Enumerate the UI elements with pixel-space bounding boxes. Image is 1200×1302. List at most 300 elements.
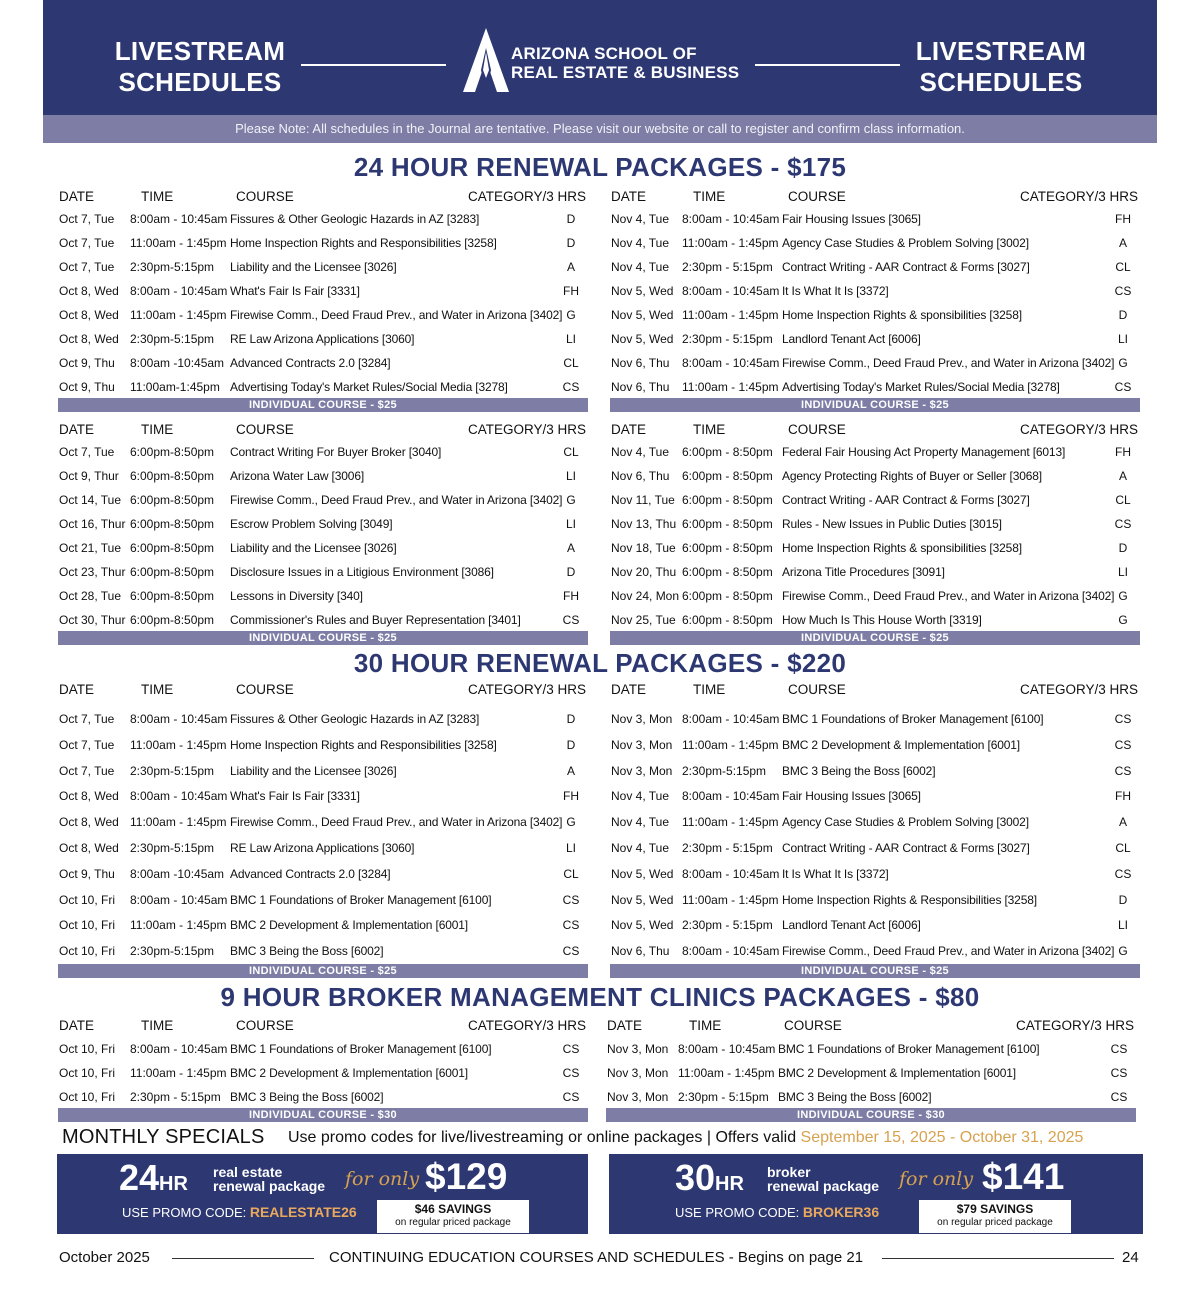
course-time: 11:00am - 1:45pm [682, 737, 779, 752]
course-category: CS [1110, 1042, 1128, 1056]
course-category: LI [1117, 332, 1128, 346]
course-category: CS [1114, 737, 1132, 752]
course-name: BMC 1 Foundations of Broker Management [6100] [230, 1042, 492, 1056]
course-time: 6:00pm - 8:50pm [682, 469, 773, 483]
special-package-name: real estate renewal package [213, 1164, 326, 1194]
course-category: LI [565, 332, 576, 346]
header-time: TIME [693, 682, 726, 697]
monthly-specials-title: MONTHLY SPECIALS [62, 1126, 265, 1148]
course-category: D [566, 212, 576, 226]
course-time: 11:00am - 1:45pm [130, 1066, 227, 1080]
header-date: DATE [611, 682, 647, 697]
course-date: Oct 23, Thur [59, 565, 126, 579]
course-date: Nov 3, Mon [611, 737, 673, 752]
course-name: Contract Writing - AAR Contract & Forms [3027] [782, 260, 1030, 274]
for-only-label: for only [345, 1168, 420, 1190]
header-course: COURSE [236, 682, 294, 697]
course-name: BMC 2 Development & Implementation [6001] [778, 1066, 1016, 1080]
schedule-block [58, 1018, 588, 1121]
course-date: Nov 5, Wed [611, 308, 674, 322]
course-category: D [1118, 892, 1128, 907]
course-name: Agency Protecting Rights of Buyer or Seller [3068] [782, 469, 1042, 483]
divider [172, 1258, 314, 1259]
course-date: Nov 5, Wed [611, 866, 674, 881]
header-category: CATEGORY/3 HRS [467, 189, 586, 204]
school-name: ARIZONA SCHOOL OF REAL ESTATE & BUSINESS [511, 44, 740, 82]
course-category: G [566, 308, 576, 322]
course-time: 8:00am - 10:45am [682, 866, 780, 881]
course-name: Home Inspection Rights and Responsibilities [3258] [230, 737, 497, 752]
course-date: Nov 18, Tue [611, 541, 676, 555]
course-name: Liability and the Licensee [3026] [230, 763, 397, 778]
course-name: BMC 3 Being the Boss [6002] [230, 944, 384, 959]
course-category: A [1118, 815, 1127, 830]
course-category: G [1118, 944, 1128, 959]
course-name: Landlord Tenant Act [6006] [782, 918, 921, 933]
course-time: 2:30pm - 5:15pm [130, 1090, 221, 1104]
course-date: Oct 21, Tue [59, 541, 122, 555]
course-time: 11:00am - 1:45pm [678, 1066, 775, 1080]
course-date: Nov 6, Thu [611, 356, 670, 370]
course-category: G [566, 815, 576, 830]
individual-course-price-bar: INDIVIDUAL COURSE - $25 [58, 964, 588, 978]
course-category: LI [565, 469, 576, 483]
course-date: Oct 10, Fri [59, 892, 116, 907]
course-name: Advertising Today's Market Rules/Social Media [3278] [230, 380, 508, 394]
rocket-a-logo-icon [461, 26, 511, 94]
header-date: DATE [611, 422, 647, 437]
course-date: Nov 25, Tue [611, 613, 676, 627]
course-date: Oct 8, Wed [59, 332, 119, 346]
offer-dates: September 15, 2025 - October 31, 2025 [800, 1129, 1084, 1146]
divider [755, 64, 900, 66]
header-time: TIME [693, 422, 726, 437]
schedule-block [58, 189, 588, 411]
course-name: Commissioner's Rules and Buyer Representation [3401] [230, 613, 521, 627]
course-name: Firewise Comm., Deed Fraud Prev., and Water in Arizona [3402] [230, 815, 563, 830]
section-title-30hr: 30 HOUR RENEWAL PACKAGES - $220 [353, 648, 847, 678]
course-time: 6:00pm-8:50pm [130, 493, 215, 507]
course-time: 8:00am - 10:45am [682, 944, 780, 959]
schedule-note: Please Note: All schedules in the Journal are tentative. Please visit our website or call to register and confirm class information. [43, 115, 1157, 143]
course-time: 8:00am - 10:45am [130, 789, 228, 804]
course-name: BMC 3 Being the Boss [6002] [230, 1090, 384, 1104]
course-time: 8:00am - 10:45am [678, 1042, 776, 1056]
course-time: 2:30pm - 5:15pm [682, 332, 773, 346]
individual-course-price-bar: INDIVIDUAL COURSE - $30 [58, 1108, 588, 1122]
course-name: BMC 1 Foundations of Broker Management [6100] [782, 712, 1044, 726]
course-category: CS [562, 944, 580, 959]
course-name: BMC 2 Development & Implementation [6001] [230, 1066, 468, 1080]
header-date: DATE [59, 422, 95, 437]
column-headers [58, 682, 588, 700]
header-category: CATEGORY/3 HRS [1019, 422, 1138, 437]
divider [301, 64, 446, 66]
course-category: D [566, 236, 576, 250]
course-time: 2:30pm-5:15pm [682, 763, 767, 778]
course-date: Nov 4, Tue [611, 212, 670, 226]
course-category: CL [563, 356, 579, 370]
course-category: D [566, 712, 576, 726]
course-category: FH [1115, 789, 1131, 804]
course-category: CS [562, 1042, 580, 1056]
course-time: 6:00pm - 8:50pm [682, 589, 773, 603]
course-time: 2:30pm-5:15pm [130, 332, 215, 346]
course-name: Lessons in Diversity [340] [230, 589, 363, 603]
course-time: 11:00am - 1:45pm [682, 380, 779, 394]
column-headers [610, 422, 1140, 440]
special-24hr[interactable] [57, 1154, 588, 1234]
course-time: 6:00pm-8:50pm [130, 613, 215, 627]
course-category: G [1118, 356, 1128, 370]
for-only-label: for only [899, 1168, 974, 1190]
course-date: Nov 5, Wed [611, 284, 674, 298]
header-date: DATE [611, 189, 647, 204]
schedule-block [610, 422, 1140, 644]
course-category: FH [563, 284, 579, 298]
course-date: Nov 4, Tue [611, 445, 670, 459]
header-category: CATEGORY/3 HRS [467, 422, 586, 437]
header-time: TIME [141, 189, 174, 204]
header-category: CATEGORY/3 HRS [467, 1018, 586, 1033]
course-date: Nov 3, Mon [607, 1042, 669, 1056]
header-course: COURSE [788, 682, 846, 697]
course-time: 8:00am -10:45am [130, 356, 225, 370]
course-time: 2:30pm-5:15pm [130, 841, 215, 855]
course-category: D [566, 737, 576, 752]
course-date: Nov 11, Tue [611, 493, 675, 507]
course-category: CS [562, 380, 580, 394]
course-date: Oct 10, Fri [59, 1042, 116, 1056]
course-category: CL [1115, 841, 1131, 855]
course-name: Fair Housing Issues [3065] [782, 789, 921, 804]
individual-course-price-bar: INDIVIDUAL COURSE - $25 [610, 964, 1140, 978]
course-name: Arizona Title Procedures [3091] [782, 565, 945, 579]
course-time: 11:00am - 1:45pm [682, 308, 779, 322]
course-date: Oct 9, Thu [59, 380, 115, 394]
course-category: CS [1114, 380, 1132, 394]
header-course: COURSE [236, 422, 294, 437]
course-date: Nov 5, Wed [611, 332, 674, 346]
course-time: 8:00am - 10:45am [682, 789, 780, 804]
course-name: Disclosure Issues in a Litigious Environment [3086] [230, 565, 494, 579]
course-date: Nov 5, Wed [611, 892, 674, 907]
course-date: Oct 16, Thur [59, 517, 126, 531]
savings-box: $46 SAVINGS on regular priced package [377, 1200, 529, 1233]
course-name: Arizona Water Law [3006] [230, 469, 365, 483]
course-time: 2:30pm - 5:15pm [682, 260, 773, 274]
footer-month: October 2025 [59, 1249, 150, 1266]
course-name: BMC 1 Foundations of Broker Management [6100] [778, 1042, 1040, 1056]
course-date: Oct 10, Fri [59, 1066, 116, 1080]
course-name: Firewise Comm., Deed Fraud Prev., and Water in Arizona [3402] [782, 944, 1115, 959]
course-category: CS [1114, 517, 1132, 531]
savings-box: $79 SAVINGS on regular priced package [919, 1200, 1071, 1233]
livestream-title-left: LIVESTREAM SCHEDULES [114, 36, 286, 97]
column-headers [610, 682, 1140, 700]
course-time: 11:00am - 1:45pm [130, 815, 227, 830]
schedule-block [58, 682, 588, 977]
course-date: Oct 7, Tue [59, 212, 115, 226]
header-course: COURSE [236, 1018, 294, 1033]
course-time: 2:30pm-5:15pm [130, 763, 215, 778]
course-category: CS [1114, 284, 1132, 298]
course-name: Firewise Comm., Deed Fraud Prev., and Water in Arizona [3402] [230, 493, 563, 507]
course-category: LI [1117, 565, 1128, 579]
course-date: Oct 7, Tue [59, 737, 115, 752]
course-category: CS [562, 1090, 580, 1104]
course-date: Nov 4, Tue [611, 260, 670, 274]
course-date: Nov 13, Thu [611, 517, 677, 531]
course-name: What's Fair Is Fair [3331] [230, 284, 360, 298]
course-time: 8:00am - 10:45am [682, 712, 780, 726]
header-date: DATE [59, 1018, 95, 1033]
column-headers [606, 1018, 1136, 1036]
course-time: 8:00am - 10:45am [682, 212, 780, 226]
course-category: LI [565, 841, 576, 855]
individual-course-price-bar: INDIVIDUAL COURSE - $25 [610, 398, 1140, 412]
course-category: FH [563, 789, 579, 804]
course-name: Firewise Comm., Deed Fraud Prev., and Water in Arizona [3402] [782, 589, 1115, 603]
course-name: BMC 2 Development & Implementation [6001] [782, 737, 1020, 752]
course-category: G [1118, 589, 1128, 603]
special-30hr[interactable] [609, 1154, 1143, 1234]
individual-course-price-bar: INDIVIDUAL COURSE - $25 [610, 631, 1140, 645]
course-time: 6:00pm - 8:50pm [682, 565, 773, 579]
individual-course-price-bar: INDIVIDUAL COURSE - $30 [606, 1108, 1136, 1122]
course-time: 6:00pm - 8:50pm [682, 445, 773, 459]
course-date: Nov 3, Mon [611, 763, 673, 778]
header-date: DATE [607, 1018, 643, 1033]
column-headers [58, 422, 588, 440]
column-headers [58, 189, 588, 207]
course-time: 6:00pm-8:50pm [130, 565, 215, 579]
course-name: Advanced Contracts 2.0 [3284] [230, 866, 391, 881]
course-date: Oct 28, Tue [59, 589, 122, 603]
course-category: A [566, 763, 575, 778]
course-category: CS [562, 918, 580, 933]
special-hours: 30HR [675, 1157, 744, 1198]
schedule-block [610, 189, 1140, 411]
course-date: Oct 7, Tue [59, 236, 115, 250]
course-category: D [1118, 541, 1128, 555]
course-name: It Is What It Is [3372] [782, 866, 889, 881]
course-name: BMC 2 Development & Implementation [6001] [230, 918, 468, 933]
course-name: RE Law Arizona Applications [3060] [230, 841, 415, 855]
course-name: Home Inspection Rights & sponsibilities [3258] [782, 541, 1022, 555]
course-time: 11:00am - 1:45pm [130, 918, 227, 933]
course-category: A [566, 260, 575, 274]
course-time: 11:00am - 1:45pm [130, 308, 227, 322]
course-date: Oct 7, Tue [59, 712, 115, 726]
course-name: Escrow Problem Solving [3049] [230, 517, 393, 531]
header-category: CATEGORY/3 HRS [467, 682, 586, 697]
course-date: Oct 8, Wed [59, 841, 119, 855]
course-time: 11:00am - 1:45pm [682, 892, 779, 907]
course-time: 6:00pm - 8:50pm [682, 493, 773, 507]
course-time: 8:00am - 10:45am [130, 712, 228, 726]
course-time: 2:30pm - 5:15pm [682, 841, 773, 855]
course-category: A [1118, 236, 1127, 250]
course-name: Advanced Contracts 2.0 [3284] [230, 356, 391, 370]
course-date: Oct 9, Thu [59, 356, 115, 370]
course-date: Oct 7, Tue [59, 763, 115, 778]
course-date: Oct 9, Thu [59, 866, 115, 881]
course-date: Oct 14, Tue [59, 493, 122, 507]
course-time: 6:00pm - 8:50pm [682, 613, 773, 627]
course-time: 8:00am - 10:45am [130, 892, 228, 907]
course-category: CS [1114, 866, 1132, 881]
course-name: Contract Writing - AAR Contract & Forms [3027] [782, 493, 1030, 507]
course-name: Agency Case Studies & Problem Solving [3002] [782, 815, 1029, 830]
course-time: 8:00am - 10:45am [130, 1042, 228, 1056]
course-name: Contract Writing For Buyer Broker [3040] [230, 445, 442, 459]
course-time: 6:00pm-8:50pm [130, 469, 215, 483]
course-time: 2:30pm-5:15pm [130, 260, 215, 274]
course-category: FH [563, 589, 579, 603]
course-date: Oct 8, Wed [59, 815, 119, 830]
course-category: CL [563, 866, 579, 881]
header-category: CATEGORY/3 HRS [1015, 1018, 1134, 1033]
course-name: Home Inspection Rights & sponsibilities [3258] [782, 308, 1022, 322]
course-time: 2:30pm - 5:15pm [682, 918, 773, 933]
section-title-9hr: 9 HOUR BROKER MANAGEMENT CLINICS PACKAGES - $80 [220, 982, 980, 1012]
course-time: 11:00am-1:45pm [130, 380, 220, 394]
course-category: CL [563, 445, 579, 459]
header-course: COURSE [788, 422, 846, 437]
course-category: FH [1115, 212, 1131, 226]
course-date: Nov 5, Wed [611, 918, 674, 933]
course-name: Rules - New Issues in Public Duties [3015] [782, 517, 1002, 531]
course-date: Oct 8, Wed [59, 308, 119, 322]
course-time: 11:00am - 1:45pm [682, 815, 779, 830]
course-date: Nov 6, Thu [611, 380, 670, 394]
course-date: Oct 9, Thur [59, 469, 119, 483]
individual-course-price-bar: INDIVIDUAL COURSE - $25 [58, 398, 588, 412]
course-name: Advertising Today's Market Rules/Social Media [3278] [782, 380, 1060, 394]
special-price: $141 [982, 1156, 1065, 1197]
course-category: CS [562, 613, 580, 627]
course-time: 6:00pm-8:50pm [130, 517, 215, 531]
course-time: 8:00am -10:45am [130, 866, 225, 881]
special-hours: 24HR [119, 1157, 188, 1198]
course-date: Nov 24, Mon [611, 589, 680, 603]
course-name: Agency Case Studies & Problem Solving [3002] [782, 236, 1029, 250]
course-name: Landlord Tenant Act [6006] [782, 332, 921, 346]
course-name: Fissures & Other Geologic Hazards in AZ [3283] [230, 712, 480, 726]
schedule-block [58, 422, 588, 644]
course-category: D [1118, 308, 1128, 322]
course-date: Oct 7, Tue [59, 445, 115, 459]
column-headers [610, 189, 1140, 207]
course-name: Liability and the Licensee [3026] [230, 541, 397, 555]
special-package-name: broker renewal package [767, 1164, 880, 1194]
course-name: How Much Is This House Worth [3319] [782, 613, 982, 627]
course-category: CL [1115, 493, 1131, 507]
course-date: Oct 30, Thur [59, 613, 126, 627]
course-category: FH [1115, 445, 1131, 459]
course-time: 6:00pm - 8:50pm [682, 517, 773, 531]
course-date: Nov 3, Mon [607, 1090, 669, 1104]
course-date: Nov 6, Thu [611, 944, 670, 959]
course-category: D [566, 565, 576, 579]
course-date: Nov 20, Thu [611, 565, 677, 579]
course-category: CS [1110, 1066, 1128, 1080]
course-category: CS [562, 892, 580, 907]
course-time: 6:00pm-8:50pm [130, 541, 215, 555]
course-category: CS [1114, 763, 1132, 778]
course-category: LI [565, 517, 576, 531]
header-time: TIME [141, 1018, 174, 1033]
course-date: Oct 7, Tue [59, 260, 115, 274]
course-category: LI [1117, 918, 1128, 933]
course-time: 11:00am - 1:45pm [130, 737, 227, 752]
page-number: 24 [1122, 1249, 1139, 1266]
course-name: It Is What It Is [3372] [782, 284, 889, 298]
section-title-24hr: 24 HOUR RENEWAL PACKAGES - $175 [353, 152, 847, 182]
course-name: BMC 3 Being the Boss [6002] [782, 763, 936, 778]
header-date: DATE [59, 682, 95, 697]
course-date: Oct 10, Fri [59, 944, 116, 959]
course-category: CS [562, 1066, 580, 1080]
course-time: 11:00am - 1:45pm [682, 236, 779, 250]
header-time: TIME [141, 422, 174, 437]
course-name: Contract Writing - AAR Contract & Forms [3027] [782, 841, 1030, 855]
course-category: G [1118, 613, 1128, 627]
course-time: 11:00am - 1:45pm [130, 236, 227, 250]
course-name: What's Fair Is Fair [3331] [230, 789, 360, 804]
course-category: A [1118, 469, 1127, 483]
course-time: 8:00am - 10:45am [682, 356, 780, 370]
header-category: CATEGORY/3 HRS [1019, 682, 1138, 697]
course-name: RE Law Arizona Applications [3060] [230, 332, 415, 346]
header-time: TIME [689, 1018, 722, 1033]
course-date: Nov 4, Tue [611, 236, 670, 250]
course-category: CS [1110, 1090, 1128, 1104]
course-date: Nov 4, Tue [611, 815, 670, 830]
header-course: COURSE [788, 189, 846, 204]
special-price: $129 [425, 1156, 508, 1197]
course-time: 8:00am - 10:45am [130, 212, 228, 226]
course-category: A [566, 541, 575, 555]
course-time: 6:00pm - 8:50pm [682, 541, 773, 555]
course-name: Federal Fair Housing Act Property Management [6013] [782, 445, 1066, 459]
livestream-title-right: LIVESTREAM SCHEDULES [915, 36, 1087, 97]
course-date: Oct 8, Wed [59, 284, 119, 298]
course-time: 8:00am - 10:45am [682, 284, 780, 298]
course-time: 6:00pm-8:50pm [130, 589, 215, 603]
course-date: Oct 10, Fri [59, 918, 116, 933]
course-date: Oct 8, Wed [59, 789, 119, 804]
column-headers [58, 1018, 588, 1036]
header-time: TIME [693, 189, 726, 204]
header-time: TIME [141, 682, 174, 697]
course-name: Fissures & Other Geologic Hazards in AZ [3283] [230, 212, 480, 226]
course-category: G [566, 493, 576, 507]
course-category: CL [1115, 260, 1131, 274]
course-category: CS [1114, 712, 1132, 726]
individual-course-price-bar: INDIVIDUAL COURSE - $25 [58, 631, 588, 645]
course-time: 6:00pm-8:50pm [130, 445, 215, 459]
promo-code: USE PROMO CODE: REALESTATE26 [122, 1204, 357, 1220]
course-name: Home Inspection Rights and Responsibilities [3258] [230, 236, 497, 250]
course-name: BMC 3 Being the Boss [6002] [778, 1090, 932, 1104]
course-name: Home Inspection Rights & Responsibilities [3258] [782, 892, 1037, 907]
course-date: Nov 3, Mon [611, 712, 673, 726]
course-name: BMC 1 Foundations of Broker Management [6100] [230, 892, 492, 907]
course-date: Nov 4, Tue [611, 841, 670, 855]
header-category: CATEGORY/3 HRS [1019, 189, 1138, 204]
